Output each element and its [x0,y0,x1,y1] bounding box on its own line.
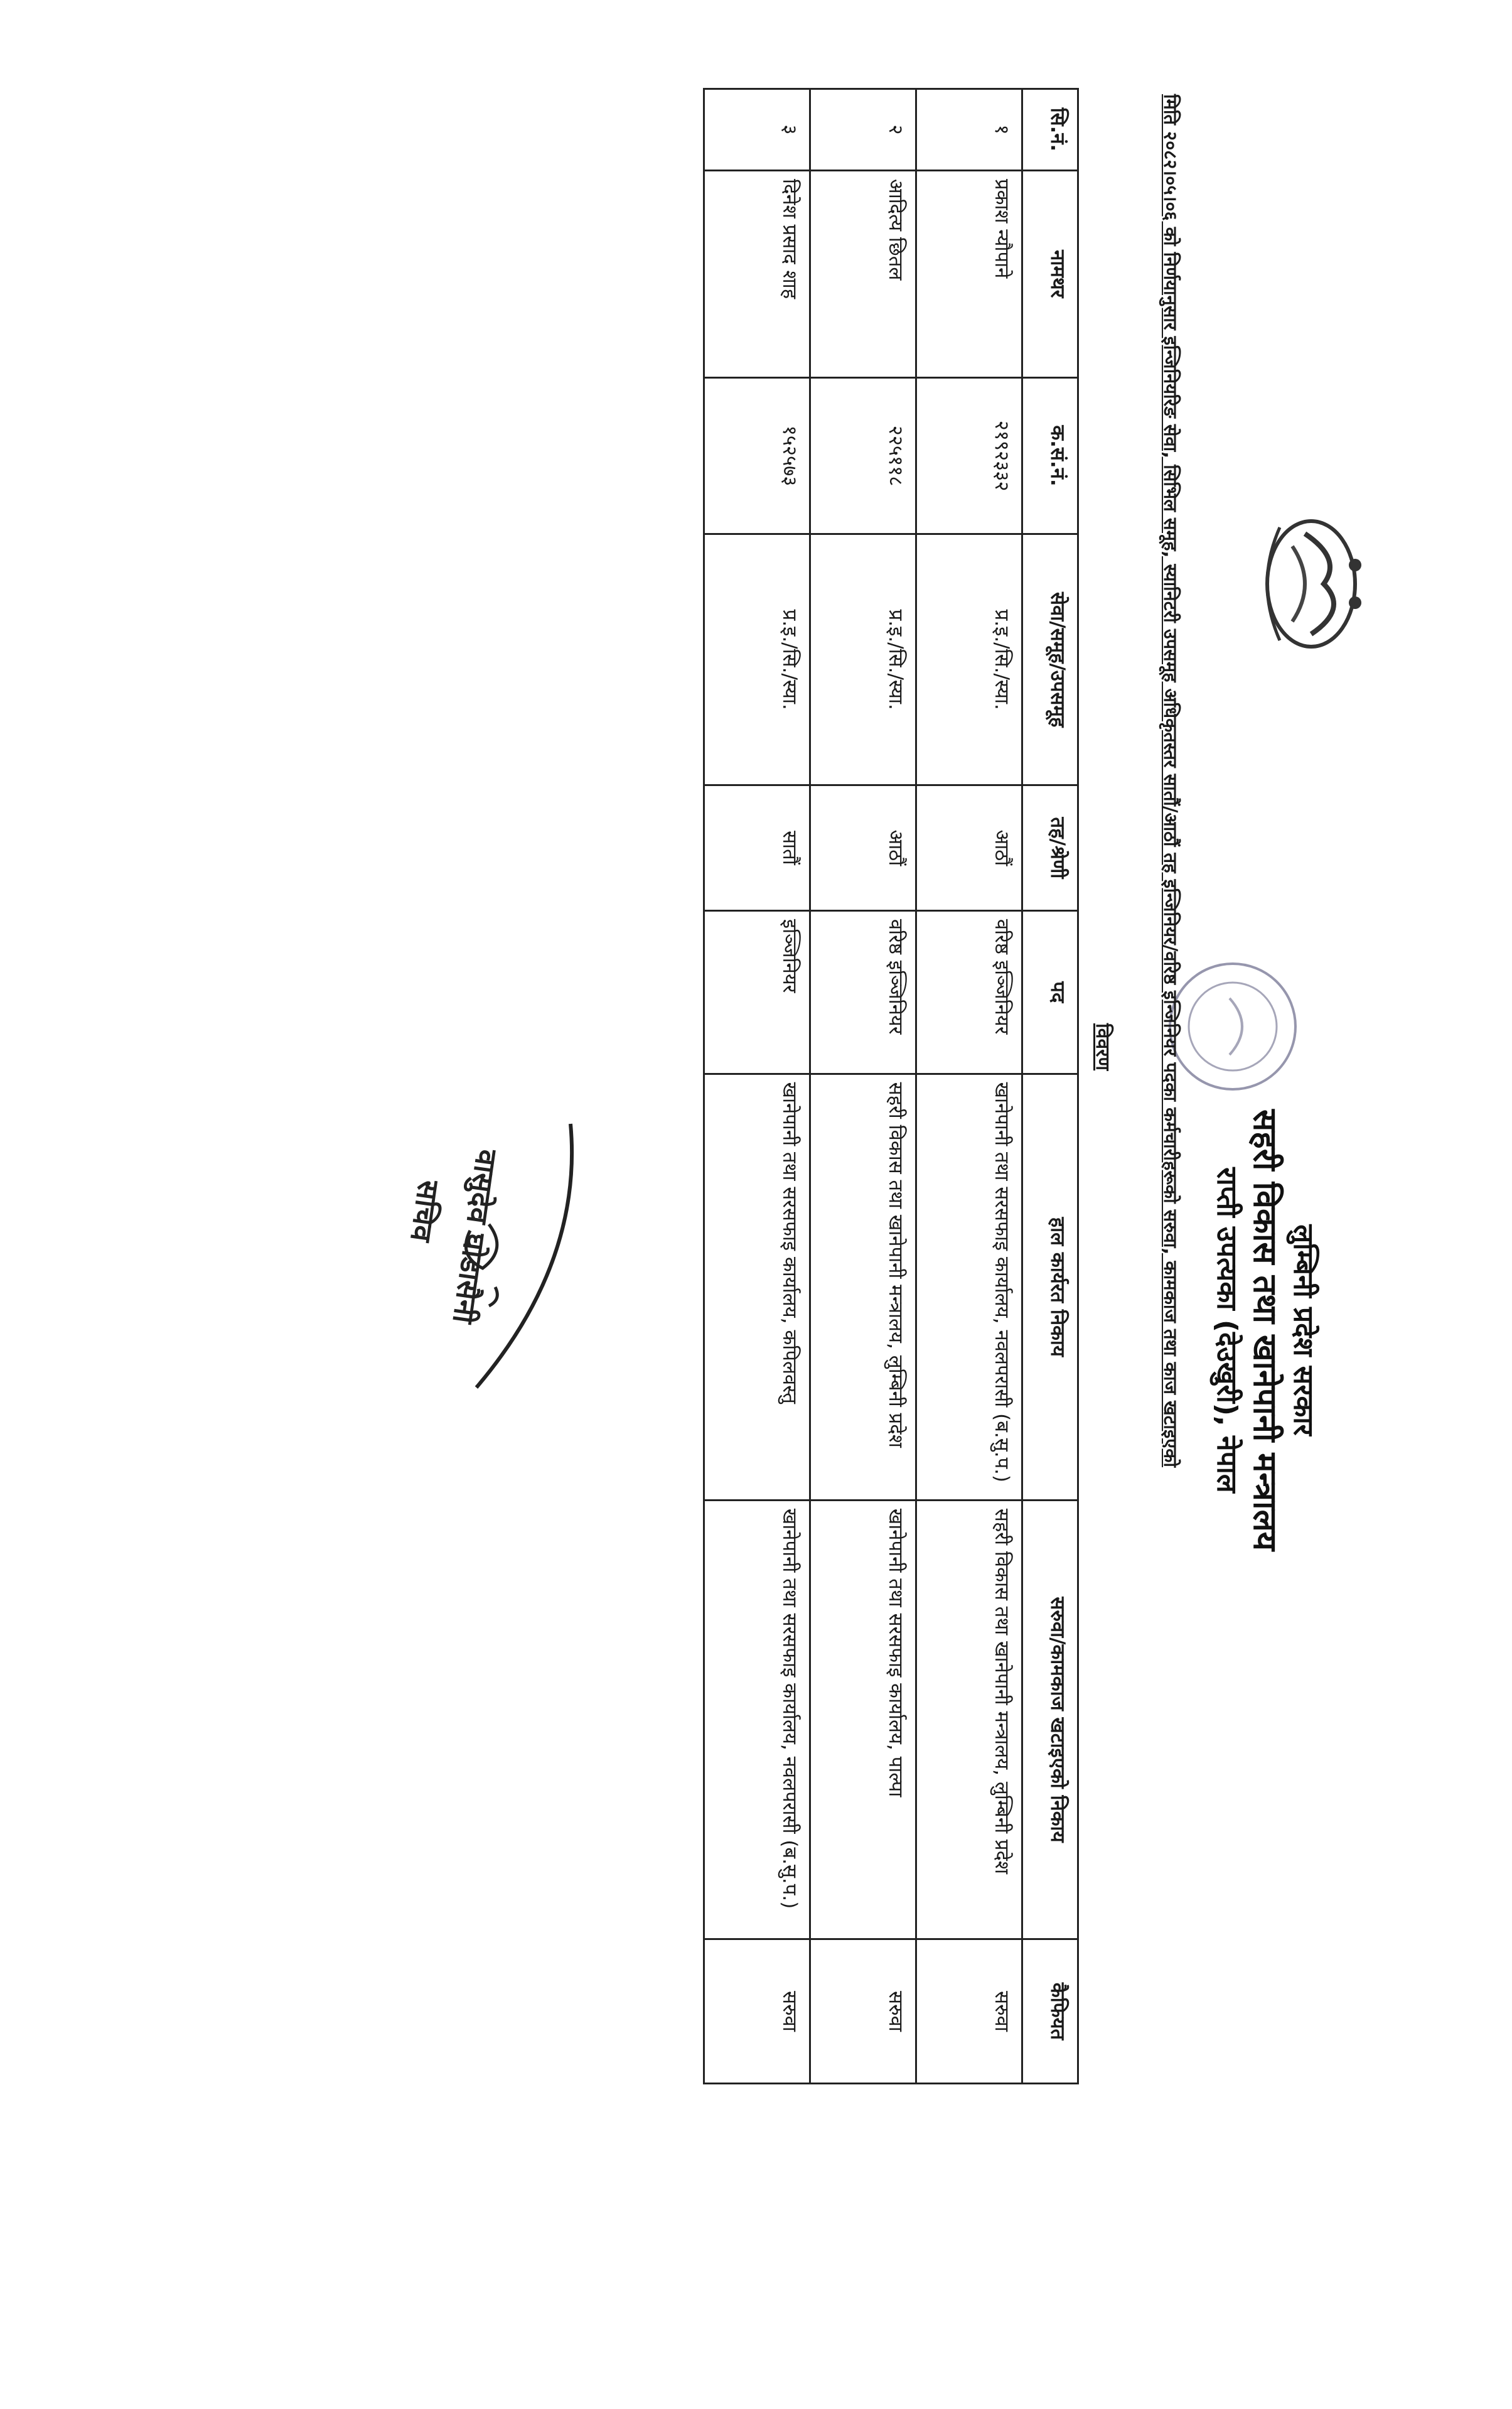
cell-code: २१९२३३२ [916,377,1022,534]
header-post: पद [1022,910,1078,1074]
header-remark: कैफियत [1022,1939,1078,2084]
cell-remark: सरुवा [704,1939,810,2084]
cell-post: वरिष्ठ इञ्जिनियर [810,910,916,1074]
header-sn: सि.नं. [1022,89,1078,171]
signatory-title: सचिव [404,1178,446,1244]
cell-sn: १ [916,89,1022,171]
subject-line: मिति २०८२।०५।०६ को निर्णयानुसार इन्जिनियरिङ सेवा, सिभिल समूह, स्यानिटरी उपसमूह अधिकृतस्तर सातौं/आठौं तह इन्जिनियर/वरिष्ठ इन्जिनियर पदका कर्मचारीहरूको सरुवा, कामकाज तथा काज खटाइएको [1160,94,1181,1467]
header-code: क.सं.नं. [1022,377,1078,534]
cell-code: १५२५७३ [704,377,810,534]
signatory-name: वासुदेव घोडासैनी [446,1147,505,1326]
cell-service: प्र.इ./सि./स्या. [810,534,916,785]
header-level: तह/श्रेणी [1022,785,1078,911]
table-row [916,89,1022,2084]
cell-name: प्रकाश न्यौपाने [916,170,1022,377]
cell-sn: २ [810,89,916,171]
cell-code: २२५११८ [810,377,916,534]
header-name: नामथर [1022,170,1078,377]
cell-name: आदित्य छितल [810,170,916,377]
table-row [704,89,810,2084]
transfer-table [703,88,1079,2084]
cell-remark: सरुवा [810,1939,916,2084]
cell-transfer-office: खानेपानी तथा सरसफाइ कार्यालय, नवलपरासी (ब.सु.प.) [704,1500,810,1939]
province-heading: लुम्बिनी प्रदेश सरकार [1287,1224,1319,1436]
cell-transfer-office: सहरी विकास तथा खानेपानी मन्त्रालय, लुम्बिनी प्रदेश [916,1500,1022,1939]
cell-transfer-office: खानेपानी तथा सरसफाइ कार्यालय, पाल्पा [810,1500,916,1939]
cell-remark: सरुवा [916,1939,1022,2084]
cell-current-office: खानेपानी तथा सरसफाइ कार्यालय, कपिलवस्तु [704,1074,810,1500]
header-current-office: हाल कार्यरत निकाय [1022,1074,1078,1500]
header-transfer-office: सरुवा/कामकाज खटाइएको निकाय [1022,1500,1078,1939]
cell-current-office: खानेपानी तथा सरसफाइ कार्यालय, नवलपरासी (ब.सु.प.) [916,1074,1022,1500]
cell-level: सातौं [704,785,810,911]
table-row [810,89,916,2084]
ministry-heading: सहरी विकास तथा खानेपानी मन्त्रालय [1246,1109,1284,1551]
cell-post: इञ्जिनियर [704,910,810,1074]
cell-level: आठौं [810,785,916,911]
cell-post: वरिष्ठ इञ्जिनियर [916,910,1022,1074]
cell-level: आठौं [916,785,1022,911]
table-header-row [1022,89,1078,2084]
cell-current-office: सहरी विकास तथा खानेपानी मन्त्रालय, लुम्बिनी प्रदेश [810,1074,916,1500]
cell-service: प्र.इ./सि./स्या. [916,534,1022,785]
cell-name: दिनेश प्रसाद शाह [704,170,810,377]
details-label: विवरण [1091,1023,1113,1071]
cell-service: प्र.इ./सि./स्या. [704,534,810,785]
location-heading: राप्ती उपत्यका (देउखुरी), नेपाल [1211,1167,1243,1493]
header-service: सेवा/समूह/उपसमूह [1022,534,1078,785]
cell-sn: ३ [704,89,810,171]
